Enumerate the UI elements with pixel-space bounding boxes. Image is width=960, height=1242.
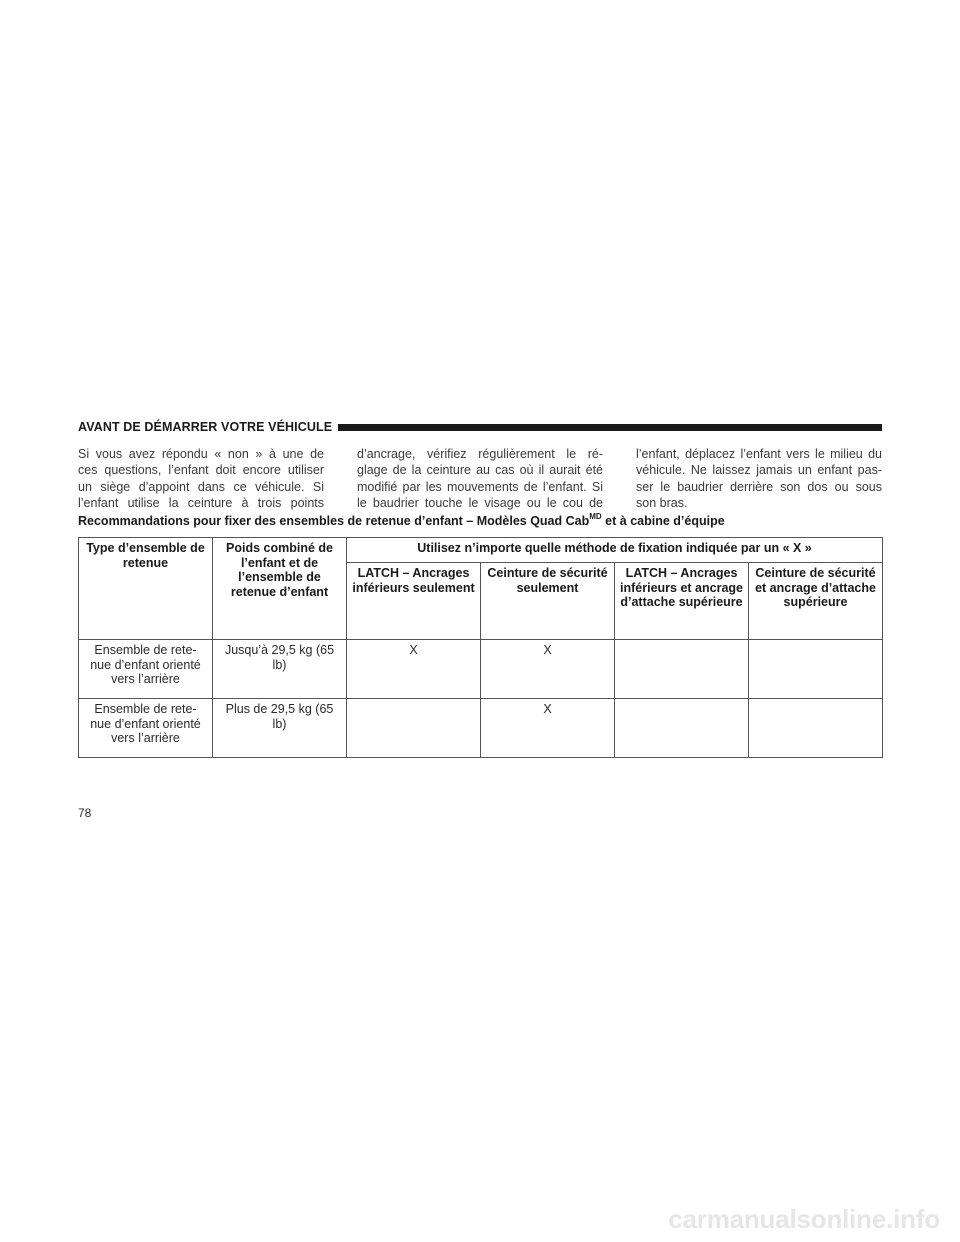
cell-mark: [615, 699, 749, 758]
cell-mark: X: [347, 640, 481, 699]
header-combined-weight: Poids combiné de l’enfant et de l’ensemble de retenue d’enfant: [213, 538, 347, 640]
cell-weight: Jusqu’à 29,5 kg (65 lb): [213, 640, 347, 699]
text-line: son bras.: [636, 496, 688, 511]
cell-weight: Plus de 29,5 kg (65 lb): [213, 699, 347, 758]
cell-restraint-type: Ensemble de rete- nue d’enfant orienté vers l’arrière: [79, 640, 213, 699]
cell-mark: [749, 699, 883, 758]
header-seatbelt-only: Ceinture de sécurité seulement: [481, 563, 615, 640]
text-line: d’ancrage, vérifiez régulièrement le ré-: [357, 447, 603, 461]
table-header-row: [79, 538, 883, 563]
section-header: [78, 419, 882, 435]
cell-mark: [347, 699, 481, 758]
text-line: un siège d’appoint dans ce véhicule. Si: [78, 479, 324, 494]
header-restraint-type: Type d’ensemble de retenue: [79, 538, 213, 640]
text-line: glage de la ceinture au cas où il aurait été: [357, 463, 603, 478]
cell-restraint-type: Ensemble de rete- nue d’enfant orienté vers l’arrière: [79, 699, 213, 758]
text-line: ser le baudrier derrière son dos ou sous: [636, 479, 882, 494]
text-line: ces questions, l’enfant doit encore utiliser: [78, 463, 324, 478]
watermark-text: carmanualsonline.info: [668, 1204, 940, 1234]
text-line: l’enfant, déplacez l’enfant vers le milieu du: [636, 447, 882, 461]
body-column-1: [78, 446, 324, 512]
table-row: [79, 640, 883, 699]
section-title: AVANT DE DÉMARRER VOTRE VÉHICULE: [78, 420, 333, 434]
text-line: l’enfant utilise la ceinture à trois points: [78, 496, 324, 511]
table-caption-text-end: et à cabine d’équipe: [601, 514, 725, 528]
text-line: le baudrier touche le visage ou le cou de: [357, 496, 603, 511]
text-line: modifié par les mouvements de l’enfant. Si: [357, 479, 603, 494]
recommendation-table: [78, 537, 883, 758]
cell-mark: [615, 640, 749, 699]
watermark: [0, 1204, 960, 1235]
page-number: 78: [78, 806, 92, 820]
table-row: [79, 699, 883, 758]
body-column-2: [357, 446, 603, 512]
table-caption-text: Recommandations pour fixer des ensembles de retenue d’enfant – Modèles Quad Cab: [78, 514, 590, 528]
header-latch-tether: LATCH – Ancrages inférieurs et ancrage d’attache supérieure: [615, 563, 749, 640]
body-columns: [78, 446, 882, 512]
cell-mark: X: [481, 640, 615, 699]
header-seatbelt-tether: Ceinture de sécurité et ancrage d’attache supérieure: [749, 563, 883, 640]
section-rule: [338, 424, 882, 431]
table-caption: [78, 512, 898, 528]
text-line: véhicule. Ne laissez jamais un enfant pas-: [636, 463, 882, 478]
header-attachment-methods: Utilisez n’importe quelle méthode de fixation indiquée par un « X »: [347, 538, 883, 563]
text-line: Si vous avez répondu « non » à une de: [78, 447, 324, 461]
cell-mark: X: [481, 699, 615, 758]
header-latch-lower: LATCH – Ancrages inférieurs seulement: [347, 563, 481, 640]
table-caption-superscript: MD: [589, 512, 602, 521]
body-column-3: [636, 446, 882, 512]
cell-mark: [749, 640, 883, 699]
